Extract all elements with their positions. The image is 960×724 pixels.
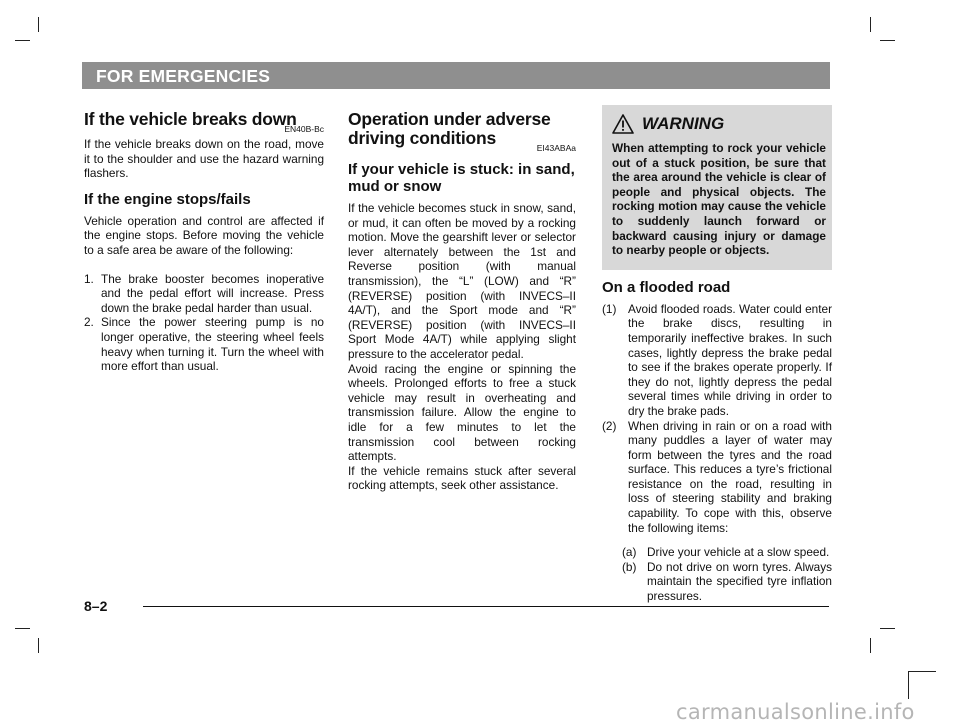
column-1 <box>84 110 324 374</box>
list-number: 1. <box>84 271 94 286</box>
section-header-bar <box>82 62 830 89</box>
crop-mark <box>38 638 39 653</box>
page-number: 8–2 <box>84 598 108 614</box>
crop-mark <box>908 671 909 699</box>
heading-adverse-line2: driving conditions <box>348 128 497 148</box>
list-item <box>602 419 832 536</box>
watermark: carmanualsonline.info <box>676 700 915 724</box>
list-item <box>622 560 832 604</box>
crop-mark <box>15 40 30 41</box>
list-number: (b) <box>622 559 637 574</box>
stuck-paragraph-1: If the vehicle becomes stuck in snow, sand, or mud, it can often be moved by a rocking motion. Move the gearshift lever or selector lever alternately between the 1st and Reverse position (with manual transmission), the “L” (LOW) and “R” (REVERSE) position (with INVECS–II 4A/T), and the Sport mode and “R” (REVERSE) position (with INVECS–II Sport Mode 4A/T) while applying slight pressure to the accelerator pedal. <box>348 201 576 361</box>
reference-code: EN40B-Bc <box>284 124 324 134</box>
list-number: (1) <box>602 301 617 316</box>
list-text: When driving in rain or on a road with many puddles a layer of water may form between the tyres and the road surface. This reduces a tyre’s frictional resistance on the road, resulting in loss of steering stability and braking capability. To cope with this, observe the following items: <box>628 418 832 535</box>
warning-text: When attempting to rock your vehicle out of a stuck position, be sure that the area around the vehicle is clear of people and physical objects. The rocking motion may cause the vehicle to suddenly launch forward or backward causing injury or damage to nearby people or objects. <box>612 141 826 258</box>
list-number: 2. <box>84 315 94 330</box>
crop-mark <box>908 671 936 672</box>
list-item <box>84 272 324 316</box>
list-item <box>622 545 832 560</box>
list-text: The brake booster becomes inoperative and the pedal effort will increase. Press down the brake pedal harder than usual. <box>101 271 324 315</box>
heading-adverse-line1: Operation under adverse <box>348 109 551 129</box>
column-2 <box>348 110 576 493</box>
heading-breaks-down: If the vehicle breaks down <box>84 109 297 129</box>
stuck-paragraph-3: If the vehicle remains stuck after several rocking attempts, seek other assistance. <box>348 463 576 493</box>
stuck-paragraph-2: Avoid racing the engine or spinning the wheels. Prolonged efforts to free a stuck vehicle may result in overheating and transmission failure. Allow the engine to idle for a few minutes to let the transmission cool between rocking attempts. <box>348 361 576 464</box>
list-number: (2) <box>602 418 617 433</box>
crop-mark <box>15 628 30 629</box>
crop-mark <box>870 638 871 653</box>
warning-triangle-icon <box>612 114 634 134</box>
heading-engine-stops: If the engine stops/fails <box>84 190 251 208</box>
list-text: Drive your vehicle at a slow speed. <box>647 545 830 560</box>
list-text: Do not drive on worn tyres. Always maintain the specified tyre inflation pressures. <box>647 559 832 604</box>
section-title: FOR EMERGENCIES <box>96 66 271 86</box>
column-3 <box>602 110 832 604</box>
list-text: Since the power steering pump is no longer operative, the steering wheel feels heavy when turning it. Turn the wheel with more effort than usual. <box>101 315 324 374</box>
flooded-road-sublist <box>622 545 832 603</box>
crop-mark <box>870 17 871 32</box>
list-item <box>84 315 324 373</box>
flooded-road-list <box>602 302 832 536</box>
breakdown-intro: If the vehicle breaks down on the road, move it to the shoulder and use the hazard warning flashers. <box>84 137 324 181</box>
warning-title: WARNING <box>642 113 725 133</box>
list-item <box>602 302 832 419</box>
crop-mark <box>38 17 39 32</box>
list-number: (a) <box>622 545 637 560</box>
warning-box <box>602 105 832 270</box>
engine-stops-list <box>84 272 324 374</box>
heading-flooded-road: On a flooded road <box>602 278 731 296</box>
reference-code: EI43ABAa <box>536 143 576 153</box>
list-text: Avoid flooded roads. Water could enter the brake discs, resulting in temporarily ineffective brakes. In such cases, lightly depress the brake pedal to see if the brakes operate properly. If they do not, lightly depress the pedal several times while driving in order to dry the brake pads. <box>628 301 832 418</box>
crop-mark <box>880 40 895 41</box>
warning-header <box>612 111 826 137</box>
footer-rule <box>143 606 829 607</box>
crop-mark <box>880 628 895 629</box>
heading-stuck: If your vehicle is stuck: in sand, mud or snow <box>348 161 575 195</box>
engine-stops-intro: Vehicle operation and control are affected if the engine stops. Before moving the vehicle to a safe area be aware of the following: <box>84 213 324 257</box>
